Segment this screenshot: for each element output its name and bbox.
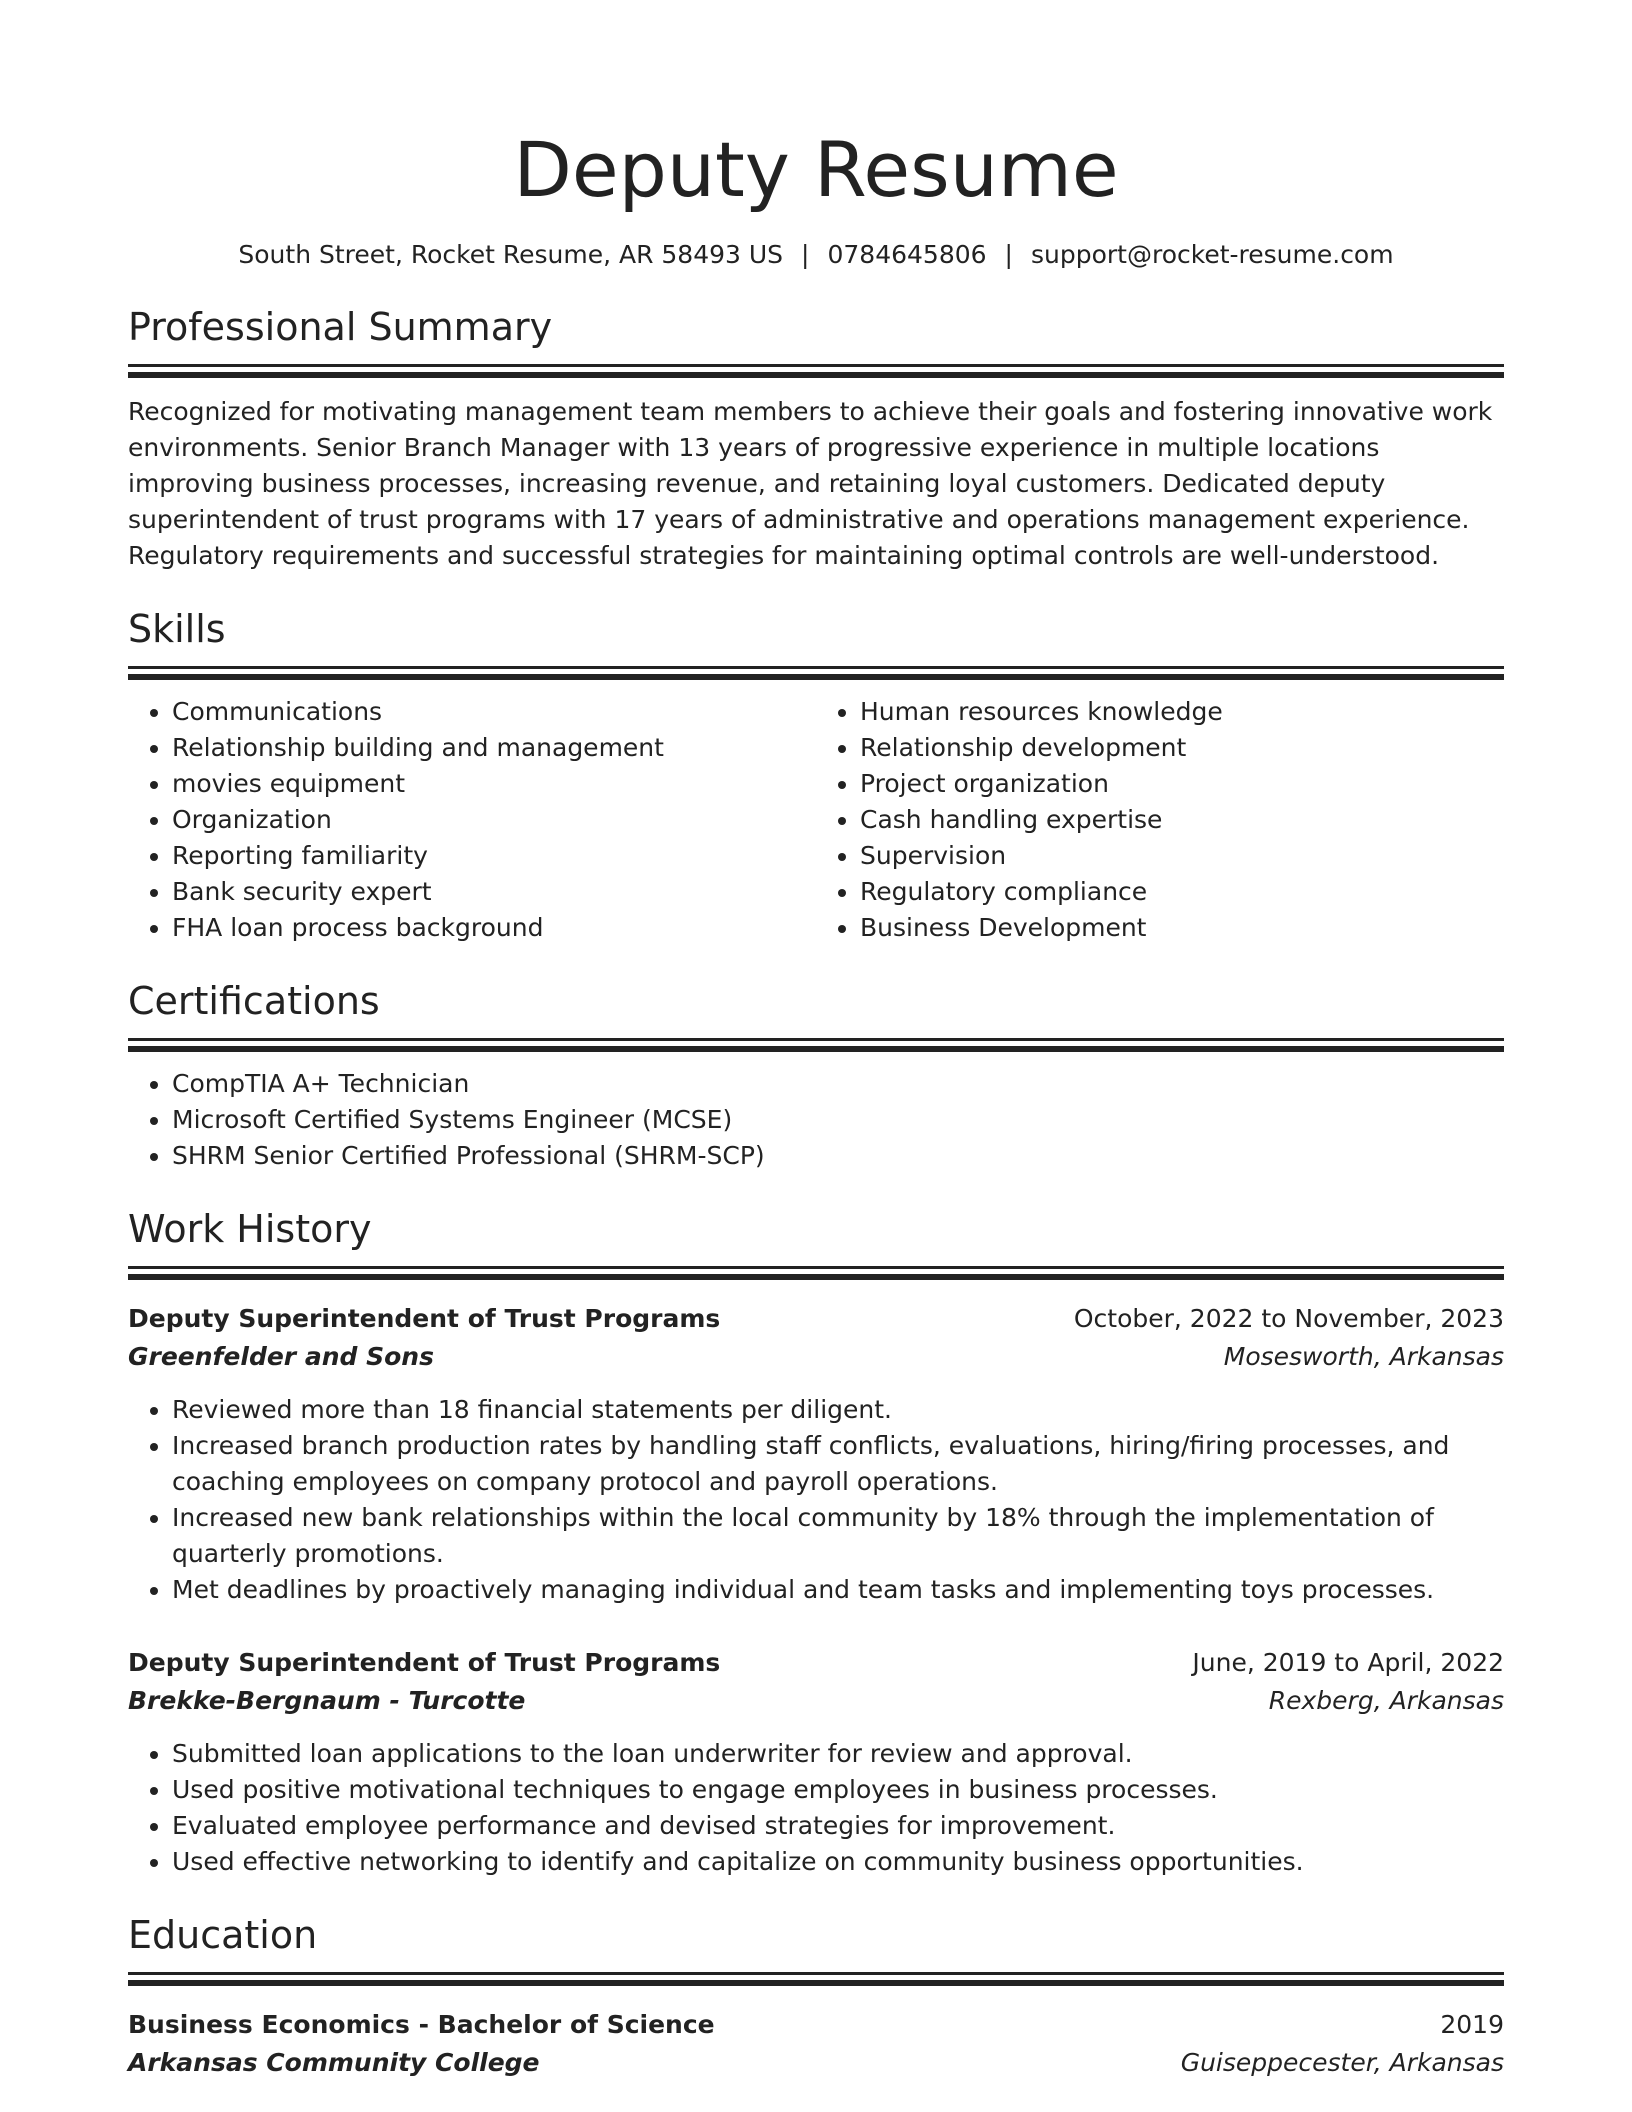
- contact-separator: |: [1004, 240, 1013, 269]
- contact-phone: 0784645806: [827, 240, 987, 269]
- job-bullet: • Evaluated employee performance and devised strategies for improvement.: [172, 1808, 1504, 1844]
- job-location: Rexberg, Arkansas: [1268, 1686, 1504, 1715]
- education-section: [128, 1910, 1504, 2082]
- education-school: Arkansas Community College: [128, 2048, 540, 2077]
- skills-columns: [128, 694, 1504, 946]
- job-entry: [128, 1300, 1504, 1608]
- section-divider: [128, 666, 1504, 669]
- job-bullet: • Submitted loan applications to the loan underwriter for review and approval.: [172, 1736, 1504, 1772]
- section-title-work-history: Work History: [128, 1207, 372, 1251]
- section-divider-thick: [128, 1046, 1504, 1052]
- section-divider-thick: [128, 372, 1504, 378]
- job-location: Mosesworth, Arkansas: [1223, 1342, 1504, 1371]
- education-header-row: [128, 2006, 1504, 2044]
- job-entry: [128, 1644, 1504, 1880]
- skill-item: • Reporting familiarity: [172, 838, 816, 874]
- job-dates: October, 2022 to November, 2023: [1073, 1304, 1504, 1333]
- job-bullet: • Reviewed more than 18 financial statements per diligent.: [172, 1392, 1504, 1428]
- section-title-skills: Skills: [128, 607, 226, 651]
- job-bullet: • Increased branch production rates by handling staff conflicts, evaluations, hiring/firing processes, and coaching employees on company protocol and payroll operations.: [172, 1428, 1504, 1500]
- section-divider-thick: [128, 1274, 1504, 1280]
- job-bullets: [128, 1392, 1504, 1608]
- job-bullet: • Used positive motivational techniques to engage employees in business processes.: [172, 1772, 1504, 1808]
- skill-item: • Relationship building and management: [172, 730, 816, 766]
- contact-line: [128, 238, 1504, 272]
- job-bullets: [128, 1736, 1504, 1880]
- section-divider-thick: [128, 674, 1504, 680]
- job-company-row: [128, 1338, 1504, 1376]
- job-company-row: [128, 1682, 1504, 1720]
- summary-text: Recognized for motivating management team members to achieve their goals and fostering innovative work environments. Senior Branch Manager with 13 years of progressive experience in multiple locations improving business processes, increasing revenue, and retaining loyal customers. Dedicated deputy superintendent of trust programs with 17 years of administrative and operations management experience. Regulatory requirements and successful strategies for maintaining optimal controls are well-understood.: [128, 397, 1493, 570]
- resume-page: [128, 120, 1504, 2082]
- skill-item: • Communications: [172, 694, 816, 730]
- work-history-section: [128, 1204, 1504, 1880]
- skill-item: • Supervision: [860, 838, 1504, 874]
- section-divider: [128, 1266, 1504, 1269]
- contact-separator: |: [801, 240, 810, 269]
- education-entry: [128, 2006, 1504, 2082]
- job-company: Brekke-Bergnaum - Turcotte: [128, 1686, 526, 1715]
- skill-item: • Business Development: [860, 910, 1504, 946]
- job-header-row: [128, 1644, 1504, 1682]
- section-divider: [128, 1038, 1504, 1041]
- skill-item: • Human resources knowledge: [860, 694, 1504, 730]
- job-header-row: [128, 1300, 1504, 1338]
- skill-item: • Relationship development: [860, 730, 1504, 766]
- skill-item: • FHA loan process background: [172, 910, 816, 946]
- skills-section: [128, 604, 1504, 946]
- certifications-section: [128, 976, 1504, 1174]
- education-degree: Business Economics - Bachelor of Science: [128, 2010, 715, 2039]
- job-bullet: • Met deadlines by proactively managing individual and team tasks and implementing toys processes.: [172, 1572, 1504, 1608]
- section-divider-thick: [128, 1980, 1504, 1986]
- skill-item: • Cash handling expertise: [860, 802, 1504, 838]
- education-year: 2019: [1440, 2010, 1504, 2039]
- section-title-certifications: Certifications: [128, 979, 380, 1023]
- summary-section: [128, 302, 1504, 574]
- skill-item: • Regulatory compliance: [860, 874, 1504, 910]
- certification-item: • Microsoft Certified Systems Engineer (MCSE): [172, 1102, 1504, 1138]
- education-school-row: [128, 2044, 1504, 2082]
- education-location: Guiseppecester, Arkansas: [1180, 2048, 1504, 2077]
- section-title-education: Education: [128, 1913, 318, 1957]
- resume-name: Deputy Resume: [513, 125, 1119, 214]
- contact-address: South Street, Rocket Resume, AR 58493 US: [238, 240, 784, 269]
- skills-list-right: [816, 694, 1504, 946]
- section-divider: [128, 364, 1504, 367]
- certification-item: • SHRM Senior Certified Professional (SHRM-SCP): [172, 1138, 1504, 1174]
- certifications-list: [128, 1066, 1504, 1174]
- job-company: Greenfelder and Sons: [128, 1342, 434, 1371]
- skill-item: • Organization: [172, 802, 816, 838]
- job-title: Deputy Superintendent of Trust Programs: [128, 1648, 721, 1677]
- job-bullet: • Increased new bank relationships within the local community by 18% through the implementation of quarterly promotions.: [172, 1500, 1504, 1572]
- skill-item: • Bank security expert: [172, 874, 816, 910]
- job-bullet: • Used effective networking to identify and capitalize on community business opportunities.: [172, 1844, 1504, 1880]
- job-dates: June, 2019 to April, 2022: [1192, 1648, 1504, 1677]
- contact-email: support@rocket-resume.com: [1030, 240, 1394, 269]
- certification-item: • CompTIA A+ Technician: [172, 1066, 1504, 1102]
- job-title: Deputy Superintendent of Trust Programs: [128, 1304, 721, 1333]
- skills-list-left: [128, 694, 816, 946]
- section-title-summary: Professional Summary: [128, 305, 553, 349]
- skill-item: • Project organization: [860, 766, 1504, 802]
- skill-item: • movies equipment: [172, 766, 816, 802]
- section-divider: [128, 1972, 1504, 1975]
